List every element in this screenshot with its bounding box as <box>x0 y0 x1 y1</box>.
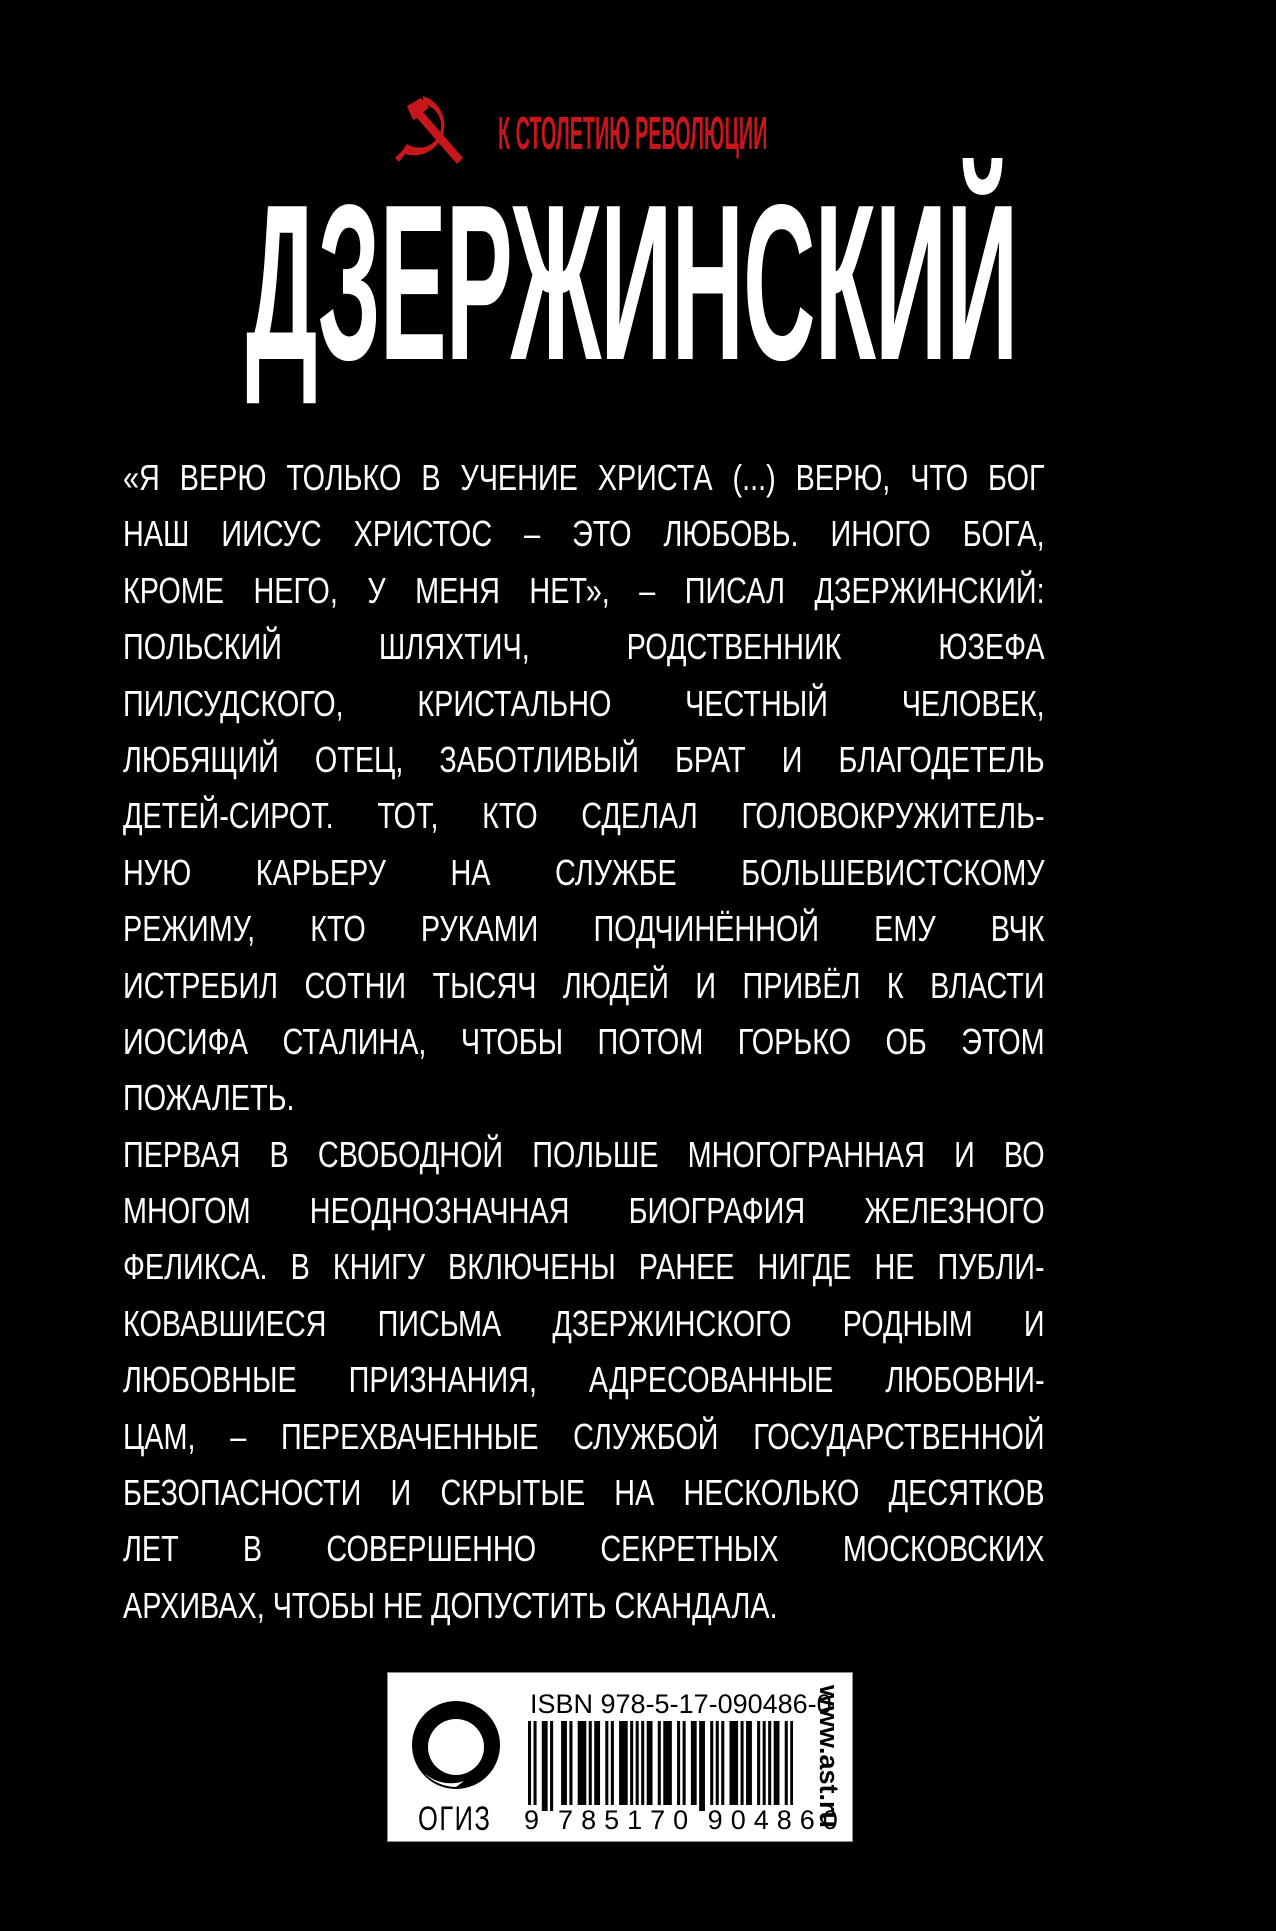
description-line: НУЮ КАРЬЕРУ НА СЛУЖБЕ БОЛЬШЕВИСТСКОМУ <box>123 851 1045 893</box>
barcode-bar <box>622 1721 625 1811</box>
barcode-bar <box>746 1721 749 1811</box>
description-line: МНОГОМ НЕОДНОЗНАЧНАЯ БИОГРАФИЯ ЖЕЛЕЗНОГО <box>123 1190 1045 1232</box>
barcode-bar <box>630 1721 633 1811</box>
barcode-bar <box>776 1721 779 1811</box>
barcode-bar <box>721 1721 724 1811</box>
barcode-bar <box>619 1721 622 1811</box>
publisher-logo-icon <box>404 1693 509 1803</box>
barcode-bar <box>605 1721 608 1811</box>
barcode-digit-group: 785170 <box>558 1805 697 1835</box>
barcode-bar <box>594 1721 597 1811</box>
barcode-bar <box>641 1721 644 1811</box>
barcode-bar <box>749 1721 752 1811</box>
barcode-bar <box>757 1721 760 1811</box>
isbn-barcode-panel <box>387 1672 853 1842</box>
description-line: ИСТРЕБИЛ СОТНИ ТЫСЯЧ ЛЮДЕЙ И ПРИВЁЛ К ВЛАСТИ <box>123 964 1045 1006</box>
barcode-bar <box>564 1721 567 1811</box>
barcode-bar <box>542 1721 545 1811</box>
isbn-number: ISBN 978-5-17-090486-0 <box>530 1689 832 1719</box>
description-line: ИОСИФА СТАЛИНА, ЧТОБЫ ПОТОМ ГОРЬКО ОБ ЭТОМ <box>123 1020 1045 1062</box>
barcode-bar <box>647 1721 650 1811</box>
website <box>806 1685 846 1835</box>
barcode-bar <box>741 1721 744 1811</box>
series-label: К СТОЛЕТИЮ РЕВОЛЮЦИИ <box>498 107 768 159</box>
website-url: www.ast.ru <box>814 1685 844 1829</box>
barcode-bar <box>611 1721 614 1811</box>
description-line: ЛЕТ В СОВЕРШЕННО СЕКРЕТНЫХ МОСКОВСКИХ <box>123 1528 1045 1570</box>
barcode-bar <box>732 1721 735 1811</box>
barcode-bar <box>699 1721 702 1811</box>
publisher-name: ОГИЗ <box>418 1800 492 1838</box>
description-line: «Я ВЕРЮ ТОЛЬКО В УЧЕНИЕ ХРИСТА (...) ВЕРЮ, ЧТО БОГ <box>123 457 1045 498</box>
barcode-bar <box>561 1721 564 1811</box>
description-line: ДЕТЕЙ-СИРОТ. ТОТ, КТО СДЕЛАЛ ГОЛОВОКРУЖИТЕЛЬ- <box>123 795 1045 837</box>
barcode-bar <box>710 1721 713 1811</box>
description-line: ПОЖАЛЕТЬ. <box>123 1077 295 1119</box>
description-line: РЕЖИМУ, КТО РУКАМИ ПОДЧИНЁННОЙ ЕМУ ВЧК <box>123 908 1045 950</box>
description-line: ПОЛЬСКИЙ ШЛЯХТИЧ, РОДСТВЕННИК ЮЗЕФА <box>123 626 1045 668</box>
barcode-bar <box>649 1721 652 1811</box>
barcode-bar <box>683 1721 686 1811</box>
book-title: ДЗЕРЖИНСКИЙ <box>246 159 1018 407</box>
barcode-bar <box>763 1721 766 1811</box>
book-description <box>123 450 1045 1634</box>
description-line: КОВАВШИЕСЯ ПИСЬМА ДЗЕРЖИНСКОГО РОДНЫМ И <box>123 1302 1045 1344</box>
barcode-bar <box>597 1721 600 1811</box>
description-line: ПИЛСУДСКОГО, КРИСТАЛЬНО ЧЕСТНЫЙ ЧЕЛОВЕК, <box>123 682 1045 724</box>
barcode-bar <box>578 1721 581 1811</box>
barcode-bar <box>694 1721 697 1811</box>
description-line: ЛЮБЯЩИЙ ОТЕЦ, ЗАБОТЛИВЫЙ БРАТ И БЛАГОДЕТЕЛЬ <box>123 738 1045 780</box>
barcode-digit-group: 904860 <box>707 1805 846 1835</box>
barcode-bar <box>716 1721 719 1811</box>
barcode-bar <box>691 1721 694 1811</box>
barcode-bar <box>550 1721 553 1811</box>
description-line: ПЕРВАЯ В СВОБОДНОЙ ПОЛЬШЕ МНОГОГРАННАЯ И ВО <box>123 1133 1045 1175</box>
barcode-bar <box>669 1721 672 1811</box>
description-line: ЦАМ, – ПЕРЕХВАЧЕННЫЕ СЛУЖБОЙ ГОСУДАРСТВЕННОЙ <box>123 1415 1045 1457</box>
barcode-bar <box>768 1721 771 1811</box>
barcode-bar <box>666 1721 669 1811</box>
barcode-bar <box>774 1721 777 1811</box>
description-line: КРОМЕ НЕГО, У МЕНЯ НЕТ», – ПИСАЛ ДЗЕРЖИНСКИЙ: <box>123 569 1045 611</box>
description-line: АРХИВАХ, ЧТОБЫ НЕ ДОПУСТИТЬ СКАНДАЛА. <box>123 1584 778 1626</box>
description-line: НАШ ИИСУС ХРИСТОС – ЭТО ЛЮБОВЬ. ИНОГО БОГА, <box>123 513 1045 555</box>
barcode-digit-group: 9 <box>524 1805 540 1835</box>
barcode-digits <box>522 1805 848 1835</box>
barcode-bar <box>730 1721 733 1811</box>
description-line: ЛЮБОВНЫЕ ПРИЗНАНИЯ, АДРЕСОВАННЫЕ ЛЮБОВНИ- <box>123 1359 1045 1401</box>
description-line: БЕЗОПАСНОСТИ И СКРЫТЫЕ НА НЕСКОЛЬКО ДЕСЯТКОВ <box>123 1472 1045 1514</box>
barcode-bar <box>569 1721 572 1811</box>
barcode-bar <box>625 1721 628 1811</box>
barcode-bar <box>735 1721 738 1811</box>
barcode-bar <box>583 1721 586 1811</box>
barcode-bar <box>580 1721 583 1811</box>
barcode-bar <box>589 1721 592 1811</box>
barcode-bar <box>677 1721 680 1811</box>
description-line: ФЕЛИКСА. В КНИГУ ВКЛЮЧЕНЫ РАНЕЕ НИГДЕ НЕ ПУБЛИ- <box>123 1246 1045 1288</box>
barcode-bar <box>636 1721 639 1811</box>
barcode-bar <box>545 1721 548 1811</box>
barcode-bar <box>702 1721 705 1811</box>
